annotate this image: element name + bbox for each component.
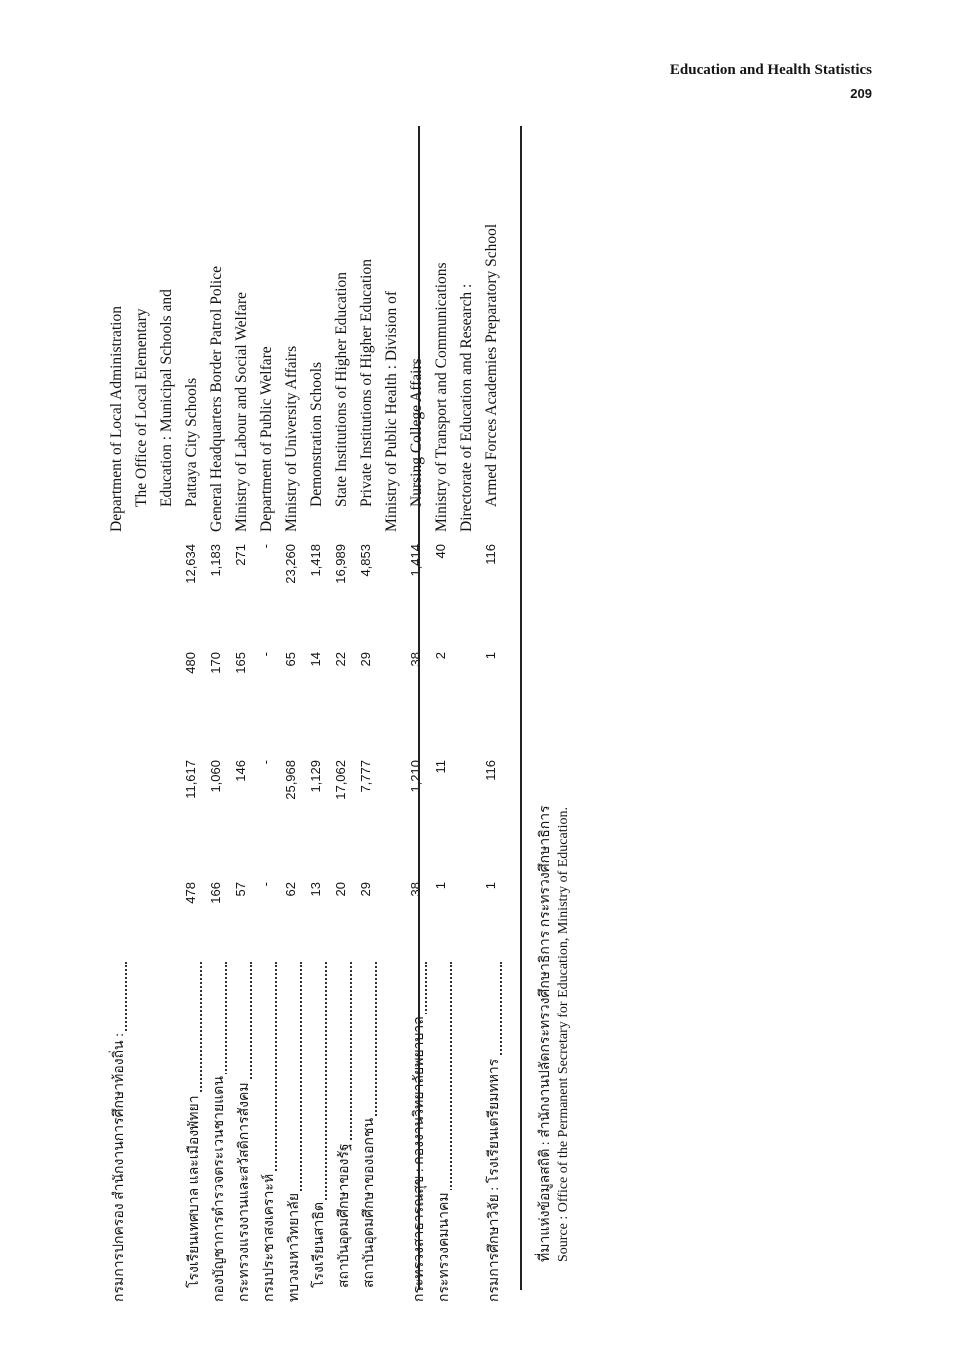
row-label-english: State Institutions of Higher Education [333,271,350,507]
table-row [258,122,284,1302]
cell-value: 23,260 [283,544,298,584]
table-row [408,122,434,1302]
row-label-thai: โรงเรียนสาธิต [308,962,330,1288]
row-label-english: Ministry of Public Health : Division of [383,290,400,532]
row-label-thai: กองบัญชาการตำรวจตระเวนชายแดน [208,962,230,1302]
table-row [333,122,359,1302]
rotated-table [100,122,571,1302]
row-label-english: Department of Local Administration [108,306,125,532]
cell-value: 29 [358,882,373,897]
table-row [458,122,484,1302]
cell-value: 38 [408,882,423,897]
table-row [283,122,309,1302]
cell-value: 271 [233,544,248,566]
cell-value: 29 [358,652,373,667]
cell-value: 478 [183,882,198,904]
row-label-thai: สถาบันอุดมศึกษาของรัฐ [333,962,355,1288]
table-bottom-rule [520,126,522,1290]
cell-value: 65 [283,652,298,667]
cell-value: 165 [233,652,248,674]
cell-value: 16,989 [333,544,348,584]
cell-value: 116 [483,760,498,781]
table-row [483,122,509,1302]
cell-value: 11,617 [183,760,198,799]
cell-value: 1,414 [408,544,423,577]
row-label-english: Private Institutions of Higher Education [358,259,375,507]
row-label-thai: ทบวงมหาวิทยาลัย [283,962,305,1302]
cell-value: - [258,544,273,549]
cell-value: 1 [483,882,498,890]
row-label-english: Armed Forces Academies Preparatory School [483,223,500,507]
row-label-english: Ministry of University Affairs [283,345,300,532]
row-label-english: Ministry of Transport and Communications [433,262,450,532]
page-number: 209 [850,86,872,101]
cell-value: 1 [483,652,498,660]
row-label-thai: โรงเรียนเทศบาล และเมืองพัทยา [183,962,205,1288]
cell-value: 1,210 [408,760,423,793]
row-label-thai: กระทรวงแรงงานและสวัสดิการสังคม [233,962,255,1302]
cell-value: 57 [233,882,248,897]
cell-value: 1,129 [308,760,323,793]
row-label-english: Education : Municipal Schools and [158,289,175,507]
cell-value: 166 [208,882,223,904]
cell-value: - [258,882,273,887]
table-row [108,122,134,1302]
cell-value: 170 [208,652,223,674]
row-label-english: Department of Public Welfare [258,346,275,532]
cell-value: 1,183 [208,544,223,577]
cell-value: 25,968 [283,760,298,800]
row-label-thai: กรมประชาสงเคราะห์ [258,962,280,1302]
table-row [433,122,459,1302]
cell-value: 146 [233,760,248,782]
table-row [183,122,209,1302]
row-label-english: Pattaya City Schools [183,377,200,507]
cell-value: 2 [433,652,448,660]
cell-value: 7,777 [358,760,373,793]
cell-value: 62 [283,882,298,897]
table-row [158,122,184,1302]
table-row [383,122,409,1302]
table-row [208,122,234,1302]
cell-value: 480 [183,652,198,674]
table-row [133,122,159,1302]
row-label-thai: กระทรวงคมนาคม [433,962,455,1302]
running-header-title: Education and Health Statistics [669,62,872,78]
row-label-english: Ministry of Labour and Social Welfare [233,292,250,532]
cell-value: 14 [308,652,323,667]
cell-value: 1,418 [308,544,323,577]
row-label-thai: กรมการศึกษาวิจัย : โรงเรียนเตรียมทหาร [483,962,505,1302]
cell-value: 20 [333,882,348,897]
row-label-english: Nursing College Affairs [408,358,425,507]
cell-value: 17,062 [333,760,348,800]
table-top-rule [418,126,420,1290]
cell-value: 13 [308,882,323,897]
table-row [233,122,259,1302]
row-label-english: Demonstration Schools [308,361,325,507]
row-label-english: Directorate of Education and Research : [458,283,475,532]
cell-value: - [258,652,273,657]
row-label-thai: กรมการปกครอง สำนักงานการศึกษาท้องถิ่น : [108,962,130,1302]
cell-value: 1,060 [208,760,223,793]
row-label-thai: กระทรวงสาธารณสุข : กองงานวิทยาลัยพยาบาล [408,962,430,1302]
cell-value: 4,853 [358,544,373,577]
source-thai: ที่มาแห่งข้อมูลสถิติ : สำนักงานปลัดกระทรวงศึกษาธิการ กระทรวงศึกษาธิการ [538,805,553,1262]
table-row [308,122,334,1302]
cell-value: 12,634 [183,544,198,584]
cell-value: 38 [408,652,423,667]
table-row [358,122,384,1302]
row-label-english: General Headquarters Border Patrol Police [208,266,225,532]
source-english: Source : Office of the Permanent Secretary for Education, Ministry of Education. [556,807,571,1262]
row-label-english: The Office of Local Elementary [133,308,150,507]
cell-value: 22 [333,652,348,667]
cell-value: 11 [433,760,448,774]
cell-value: 116 [483,544,498,565]
row-label-thai: สถาบันอุดมศึกษาของเอกชน [358,962,380,1288]
cell-value: - [258,760,273,765]
cell-value: 1 [433,882,448,890]
cell-value: 40 [433,544,448,559]
